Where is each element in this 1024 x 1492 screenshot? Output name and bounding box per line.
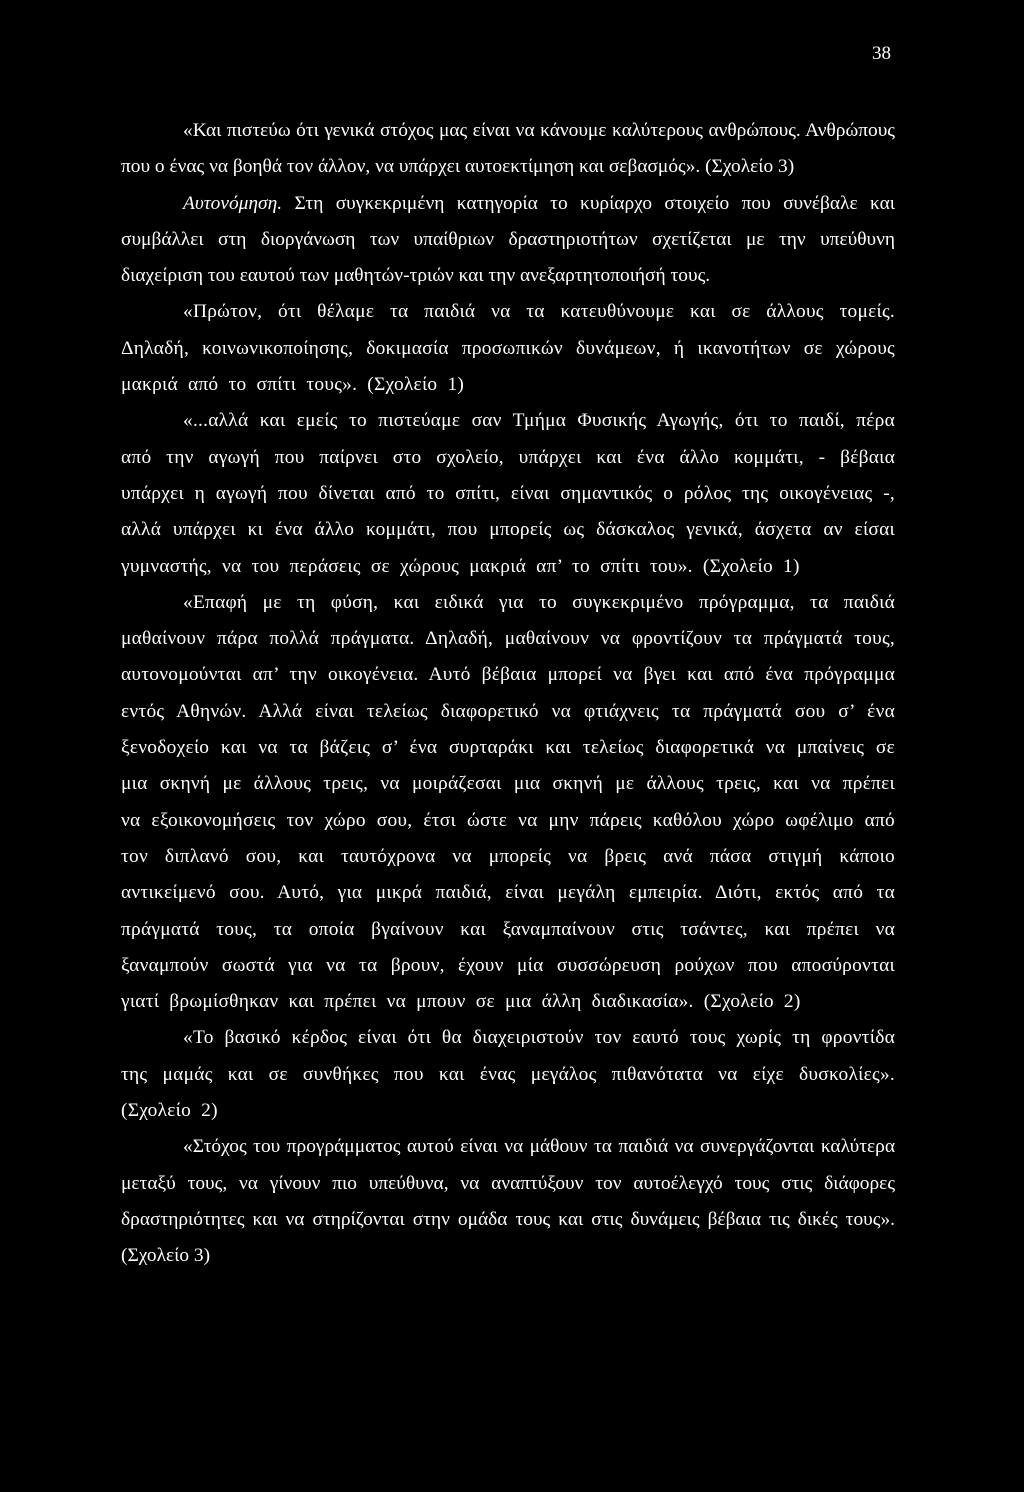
- document-body: [121, 113, 895, 1275]
- page-number: 38: [872, 43, 891, 64]
- paragraph-autonomy-text: Στη συγκεκριμένη κατηγορία το κυρίαρχο στοιχείο που συνέβαλε και συμβάλλει στη διοργάνωση των υπαίθριων δραστηριοτήτων σχετίζεται με την υπεύθυνη διαχείριση του εαυτού των μαθητών-τριών και την ανεξαρτητοποιήσή τους.: [121, 192, 895, 287]
- paragraph-quote-school3-cooperation: «Στόχος του προγράμματος αυτού είναι να μάθουν τα παιδιά να συνεργάζονται καλύτερα μεταξύ τους, να γίνουν πιο υπεύθυνα, να αναπτύξουν τον αυτοέλεγχό τους στις διάφορες δραστηριότητες και να στηρίζονται στην ομάδα τους και στις δυνάμεις βέβαια τις δικές τους». (Σχολείο 3): [121, 1136, 895, 1267]
- paragraph-quote-school3-goal: «Και πιστεύω ότι γενικά στόχος μας είναι να κάνουμε καλύτερους ανθρώπους. Ανθρώπους που ο ένας να βοηθά τον άλλον, να υπάρχει αυτοεκτίμηση και σεβασμός». (Σχολείο 3): [121, 120, 895, 178]
- paragraph-quote-school2-nature: «Επαφή με τη φύση, και ειδικά για το συγκεκριμένο πρόγραμμα, τα παιδιά μαθαίνουν πάρα πολλά πράγματα. Δηλαδή, μαθαίνουν να φροντίζουν τα πράγματά τους, αυτονομούνται απ’ την οικογένεια. Αυτό βέβαια μπορεί να βγει και από ένα πρόγραμμα εντός Αθηνών. Αλλά είναι τελείως διαφορετικό να φτιάχνεις τα πράγματά σου σ’ ένα ξενοδοχείο και να τα βάζεις σ’ ένα συρταράκι και τελείως διαφορετικά να μπαίνεις σε μια σκηνή με άλλους τρεις, να μοιράζεσαι μια σκηνή με άλλους τρεις, και να πρέπει να εξοικονομήσεις τον χώρο σου, έτσι ώστε να μην πάρεις καθόλου χώρο ωφέλιμο από τον διπλανό σου, και ταυτόχρονα να μπορείς να βρεις ανά πάσα στιγμή κάποιο αντικείμενό σου. Αυτό, για μικρά παιδιά, είναι μεγάλη εμπειρία. Διότι, εκτός από τα πράγματά τους, τα οποία βγαίνουν και ξαναμπαίνουν στις τσάντες, και πρέπει να ξαναμπούν σωστά για να τα βρουν, έχουν μία συσσώρευση ρούχων που αποσύρονται γιατί βρωμίσθηκαν και πρέπει να μπουν σε μια άλλη διαδικασία». (Σχολείο 2): [121, 591, 895, 1013]
- paragraph-quote-school1-second: «...αλλά και εμείς το πιστεύαμε σαν Τμήμα Φυσικής Αγωγής, ότι το παιδί, πέρα από την αγωγή που παίρνει στο σχολείο, υπάρχει και ένα άλλο κομμάτι, - βέβαια υπάρχει η αγωγή που δίνεται από το σπίτι, είναι σημαντικός ο ρόλος της οικογένειας -, αλλά υπάρχει κι ένα άλλο κομμάτι, που μπορείς ως δάσκαλος γενικά, άσχετα αν είσαι γυμναστής, να του περάσεις σε χώρους μακριά απ’ το σπίτι του». (Σχολείο 1): [121, 410, 895, 577]
- italic-heading-autonomy: Αυτονόμηση.: [183, 192, 283, 214]
- paragraph-quote-school1-first: «Πρώτον, ότι θέλαμε τα παιδιά να τα κατευθύνουμε και σε άλλους τομείς. Δηλαδή, κοινωνικοποίησης, δοκιμασία προσωπικών δυνάμεων, ή ικανοτήτων σε χώρους μακριά από το σπίτι τους». (Σχολείο 1): [121, 301, 895, 396]
- paragraph-quote-school2-benefit: «Το βασικό κέρδος είναι ότι θα διαχειριστούν τον εαυτό τους χωρίς τη φροντίδα της μαμάς και σε συνθήκες που και ένας μεγάλος πιθανότατα να είχε δυσκολίες». (Σχολείο 2): [121, 1027, 895, 1122]
- paragraph-autonomy-intro: [121, 186, 895, 295]
